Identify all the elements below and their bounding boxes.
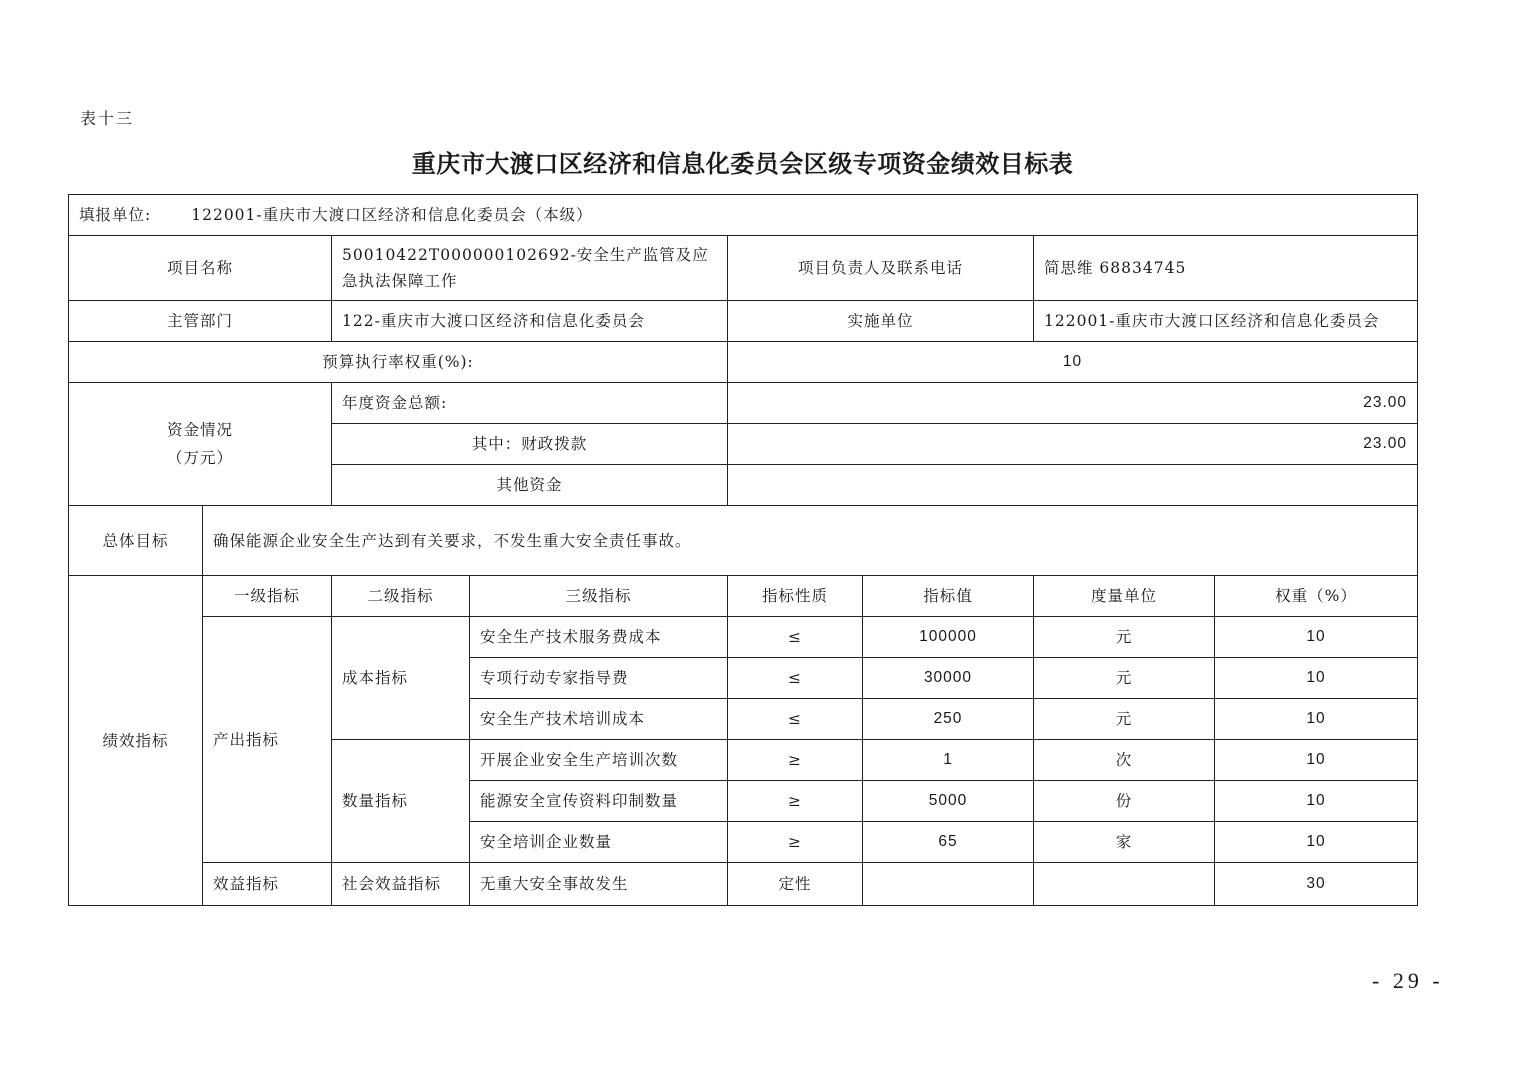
- indicator-value: 65: [863, 822, 1034, 863]
- indicators-label: 绩效指标: [69, 576, 203, 906]
- budget-rate-label: 预算执行率权重(%):: [69, 342, 728, 383]
- indicator-nature: ≤: [728, 658, 863, 699]
- implementing-unit-value: 122001-重庆市大渡口区经济和信息化委员会: [1034, 301, 1418, 342]
- indicator-value: [863, 863, 1034, 906]
- header-level2: 二级指标: [332, 576, 470, 617]
- header-value: 指标值: [863, 576, 1034, 617]
- annual-funds-value: 23.00: [728, 383, 1418, 424]
- funds-unit: （万元）: [166, 449, 233, 467]
- header-nature: 指标性质: [728, 576, 863, 617]
- indicator-nature: ≥: [728, 822, 863, 863]
- overall-goal-label: 总体目标: [69, 506, 203, 576]
- table-number: 表十三: [80, 109, 135, 128]
- indicator-unit: [1034, 863, 1215, 906]
- implementing-unit-label: 实施单位: [728, 301, 1034, 342]
- indicator-header-row: [69, 576, 1418, 617]
- indicator-unit: 家: [1034, 822, 1215, 863]
- department-row: [69, 301, 1418, 342]
- report-unit-cell: [69, 195, 1418, 236]
- funds-label-cell: [69, 383, 332, 506]
- indicator-nature: ≤: [728, 617, 863, 658]
- page-number: - 29 -: [1372, 968, 1444, 993]
- other-funds-value: [728, 465, 1418, 506]
- indicator-weight: 10: [1215, 658, 1418, 699]
- budget-rate-value: 10: [728, 342, 1418, 383]
- level1-benefit: 效益指标: [203, 863, 332, 906]
- indicator-value: 5000: [863, 781, 1034, 822]
- indicator-name: 安全生产技术服务费成本: [470, 617, 728, 658]
- table-row: [69, 863, 1418, 906]
- fiscal-funds-value: 23.00: [728, 424, 1418, 465]
- department-value: 122-重庆市大渡口区经济和信息化委员会: [332, 301, 728, 342]
- indicator-nature: ≥: [728, 740, 863, 781]
- performance-target-table: [68, 194, 1418, 906]
- indicator-name: 能源安全宣传资料印制数量: [470, 781, 728, 822]
- project-name-value: 50010422T000000102692-安全生产监管及应急执法保障工作: [332, 236, 728, 301]
- report-unit-label: 填报单位:: [79, 206, 152, 224]
- project-contact-value: 简思维 68834745: [1034, 236, 1418, 301]
- indicator-value: 30000: [863, 658, 1034, 699]
- indicator-name: 开展企业安全生产培训次数: [470, 740, 728, 781]
- budget-rate-row: [69, 342, 1418, 383]
- level2-cost: 成本指标: [332, 617, 470, 740]
- report-unit-row: [69, 195, 1418, 236]
- indicator-weight: 10: [1215, 699, 1418, 740]
- annual-funds-label: 年度资金总额:: [332, 383, 728, 424]
- indicator-weight: 10: [1215, 740, 1418, 781]
- indicator-value: 100000: [863, 617, 1034, 658]
- header-weight: 权重（%）: [1215, 576, 1418, 617]
- level1-output: 产出指标: [203, 617, 332, 863]
- indicator-unit: 份: [1034, 781, 1215, 822]
- header-level3: 三级指标: [470, 576, 728, 617]
- annual-funds-row: [69, 383, 1418, 424]
- indicator-name: 专项行动专家指导费: [470, 658, 728, 699]
- indicator-name: 安全生产技术培训成本: [470, 699, 728, 740]
- indicator-nature: ≥: [728, 781, 863, 822]
- indicator-value: 1: [863, 740, 1034, 781]
- other-funds-label: 其他资金: [332, 465, 728, 506]
- indicator-unit: 次: [1034, 740, 1215, 781]
- department-label: 主管部门: [69, 301, 332, 342]
- page-title: 重庆市大渡口区经济和信息化委员会区级专项资金绩效目标表: [411, 149, 1074, 178]
- indicator-weight: 10: [1215, 822, 1418, 863]
- indicator-unit: 元: [1034, 617, 1215, 658]
- header-level1: 一级指标: [203, 576, 332, 617]
- overall-goal-row: [69, 506, 1418, 576]
- table-row: [69, 617, 1418, 658]
- project-name-label: 项目名称: [69, 236, 332, 301]
- project-name-row: [69, 236, 1418, 301]
- indicator-value: 250: [863, 699, 1034, 740]
- project-contact-label: 项目负责人及联系电话: [728, 236, 1034, 301]
- fiscal-funds-label: 其中：财政拨款: [332, 424, 728, 465]
- overall-goal-value: 确保能源企业安全生产达到有关要求，不发生重大安全责任事故。: [203, 506, 1418, 576]
- funds-label: 资金情况: [166, 421, 233, 439]
- indicator-nature: ≤: [728, 699, 863, 740]
- indicator-name: 无重大安全事故发生: [470, 863, 728, 906]
- level2-social: 社会效益指标: [332, 863, 470, 906]
- indicator-unit: 元: [1034, 658, 1215, 699]
- level2-quantity: 数量指标: [332, 740, 470, 863]
- indicator-weight: 10: [1215, 617, 1418, 658]
- indicator-name: 安全培训企业数量: [470, 822, 728, 863]
- indicator-nature: 定性: [728, 863, 863, 906]
- indicator-weight: 10: [1215, 781, 1418, 822]
- header-unit: 度量单位: [1034, 576, 1215, 617]
- indicator-weight: 30: [1215, 863, 1418, 906]
- indicator-unit: 元: [1034, 699, 1215, 740]
- report-unit-value: 122001-重庆市大渡口区经济和信息化委员会（本级）: [191, 206, 593, 224]
